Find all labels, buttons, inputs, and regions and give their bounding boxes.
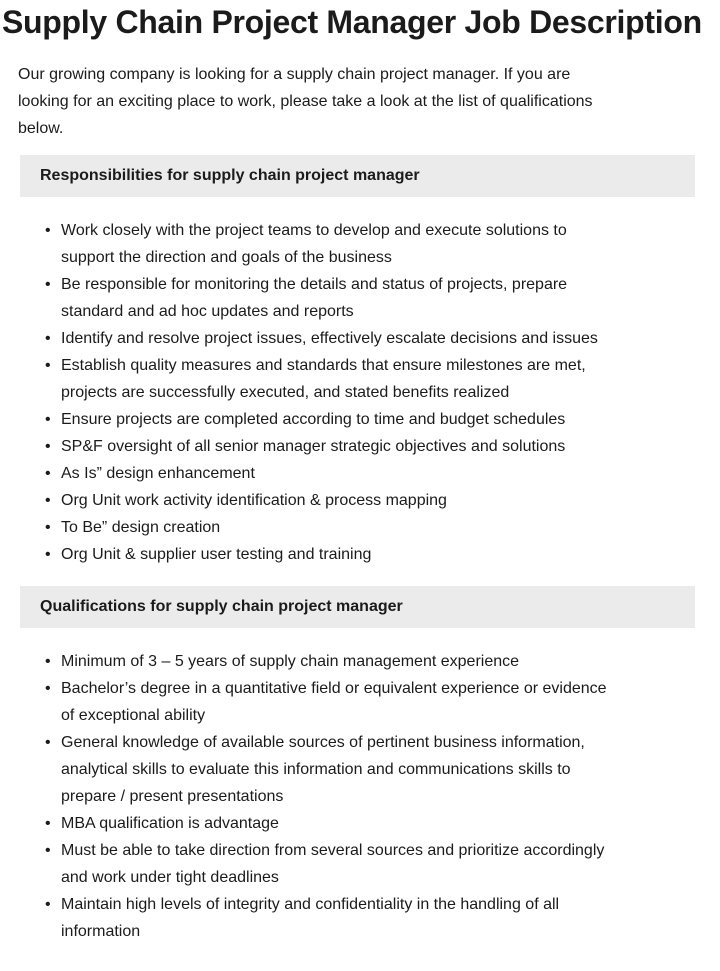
list-item: [61, 460, 720, 487]
responsibilities-list: [0, 217, 720, 568]
list-item-line: • SP&F oversight of all senior manager strategic objectives and solutions: [61, 438, 566, 455]
list-item-line: • To Be” design creation: [61, 519, 221, 536]
list-item-line: • Must be able to take direction from several sources and prioritize accordingly: [61, 842, 605, 859]
list-item-line: • Identify and resolve project issues, effectively escalate decisions and issues: [61, 330, 598, 347]
list-item: [61, 514, 720, 541]
list-item-line: analytical skills to evaluate this information and communications skills to: [61, 761, 571, 778]
list-item-line: projects are successfully executed, and stated benefits realized: [61, 384, 510, 401]
list-item: [61, 325, 720, 352]
list-item: [61, 217, 720, 271]
qualifications-list: [0, 648, 720, 945]
list-item-line: • MBA qualification is advantage: [61, 815, 279, 832]
list-item-line: • Bachelor’s degree in a quantitative field or equivalent experience or evidence: [61, 680, 607, 697]
list-item-line: • Work closely with the project teams to develop and execute solutions to: [61, 222, 567, 239]
list-item: [61, 406, 720, 433]
list-item: [61, 810, 720, 837]
list-item: [61, 352, 720, 406]
list-item-line: information: [61, 923, 141, 940]
section-responsibilities: [0, 155, 720, 568]
list-item-line: of exceptional ability: [61, 707, 206, 724]
list-item: [61, 729, 720, 810]
list-item-line: and work under tight deadlines: [61, 869, 279, 886]
list-item-line: standard and ad hoc updates and reports: [61, 303, 354, 320]
list-item: [61, 433, 720, 460]
list-item-line: • Ensure projects are completed according to time and budget schedules: [61, 411, 566, 428]
list-item-line: • Minimum of 3 – 5 years of supply chain management experience: [61, 653, 520, 670]
list-item-line: • Establish quality measures and standards that ensure milestones are met,: [61, 357, 586, 374]
list-item-line: • As Is” design enhancement: [61, 465, 255, 482]
list-item-line: • General knowledge of available sources of pertinent business information,: [61, 734, 585, 751]
list-item: [61, 487, 720, 514]
list-item-line: • Org Unit & supplier user testing and training: [61, 546, 372, 563]
intro-paragraph: [18, 61, 710, 142]
page-title: Supply Chain Project Manager Job Description: [2, 4, 702, 40]
paragraph-line: looking for an exciting place to work, please take a look at the list of qualifications: [18, 93, 593, 110]
list-item: [61, 891, 720, 945]
list-item-line: support the direction and goals of the business: [61, 249, 392, 266]
list-item-line: • Be responsible for monitoring the details and status of projects, prepare: [61, 276, 568, 293]
list-item: [61, 648, 720, 675]
list-item: [61, 271, 720, 325]
section-heading-responsibilities: Responsibilities for supply chain project manager: [20, 155, 695, 197]
list-item-line: • Org Unit work activity identification & process mapping: [61, 492, 447, 509]
section-qualifications: [0, 586, 720, 945]
list-item: [61, 837, 720, 891]
paragraph-line: below.: [18, 120, 64, 137]
list-item-line: • Maintain high levels of integrity and confidentiality in the handling of all: [61, 896, 560, 913]
list-item-line: prepare / present presentations: [61, 788, 284, 805]
list-item: [61, 541, 720, 568]
section-heading-qualifications: Qualifications for supply chain project manager: [20, 586, 695, 628]
list-item: [61, 675, 720, 729]
paragraph-line: Our growing company is looking for a supply chain project manager. If you are: [18, 66, 571, 83]
